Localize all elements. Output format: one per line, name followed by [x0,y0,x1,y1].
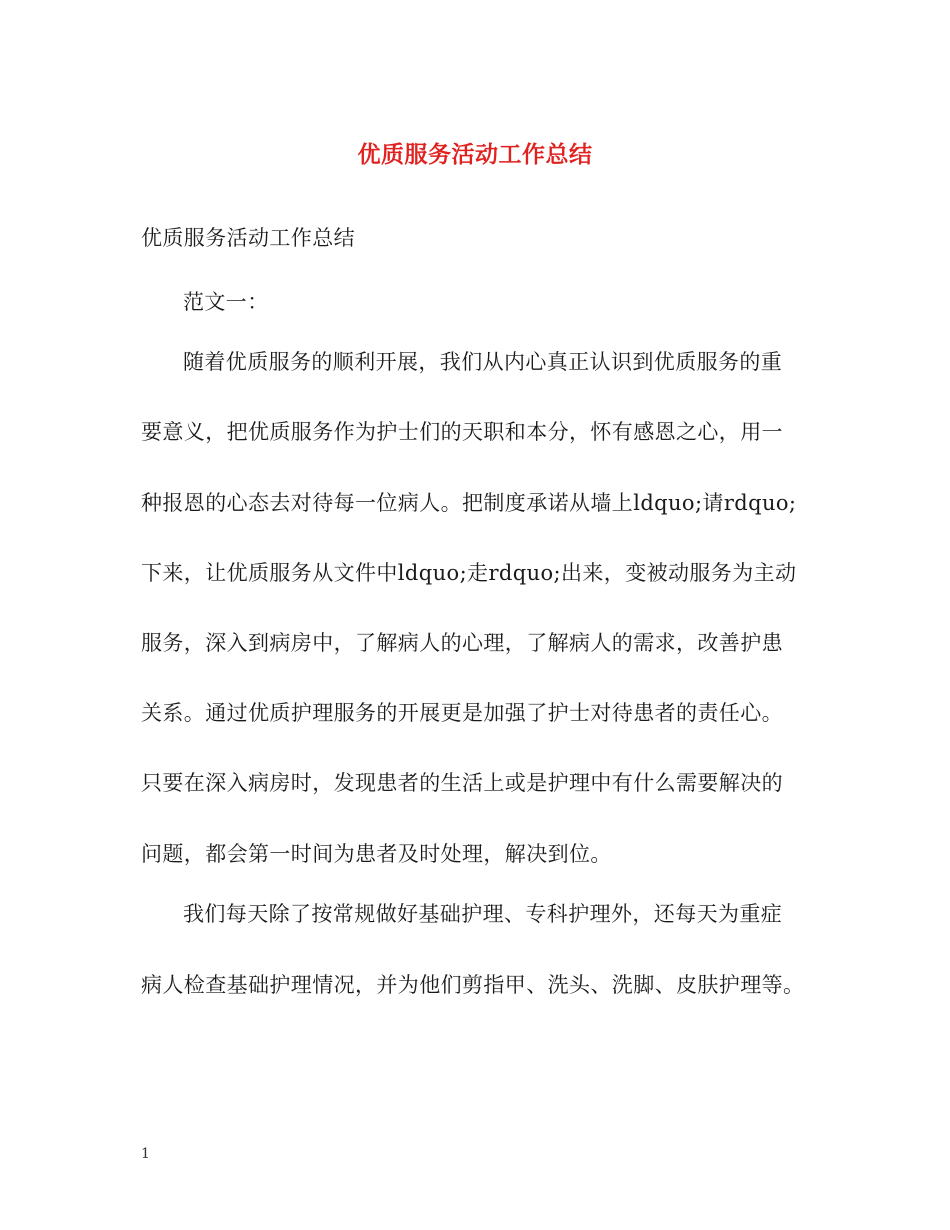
paragraph-line: 只要在深入病房时，发现患者的生活上或是护理中有什么需要解决的 [141,771,783,795]
paragraph-line: 关系。通过优质护理服务的开展更是加强了护士对待患者的责任心。 [141,701,783,725]
page-number: 1 [141,1146,150,1162]
paragraph-line: 问题，都会第一时间为患者及时处理，解决到位。 [141,842,612,866]
paragraph-line: 我们每天除了按常规做好基础护理、专科护理外，还每天为重症 [183,902,783,926]
paragraph-line: 随着优质服务的顺利开展，我们从内心真正认识到优质服务的重 [183,350,783,374]
paragraph-line: 种报恩的心态去对待每一位病人。把制度承诺从墙上ldquo;请rdquo; [141,491,797,515]
document-title: 优质服务活动工作总结 [357,141,593,168]
paragraph-line: 要意义，把优质服务作为护士们的天职和本分，怀有感恩之心，用一 [141,420,783,444]
section-label: 范文一： [183,290,269,314]
paragraph-line: 病人检查基础护理情况，并为他们剪指甲、洗头、洗脚、皮肤护理等。 [141,973,805,997]
paragraph-line: 服务，深入到病房中，了解病人的心理，了解病人的需求，改善护患 [141,631,783,655]
document-subtitle: 优质服务活动工作总结 [141,226,355,250]
paragraph-line: 下来，让优质服务从文件中ldquo;走rdquo;出来，变被动服务为主动 [141,561,797,585]
